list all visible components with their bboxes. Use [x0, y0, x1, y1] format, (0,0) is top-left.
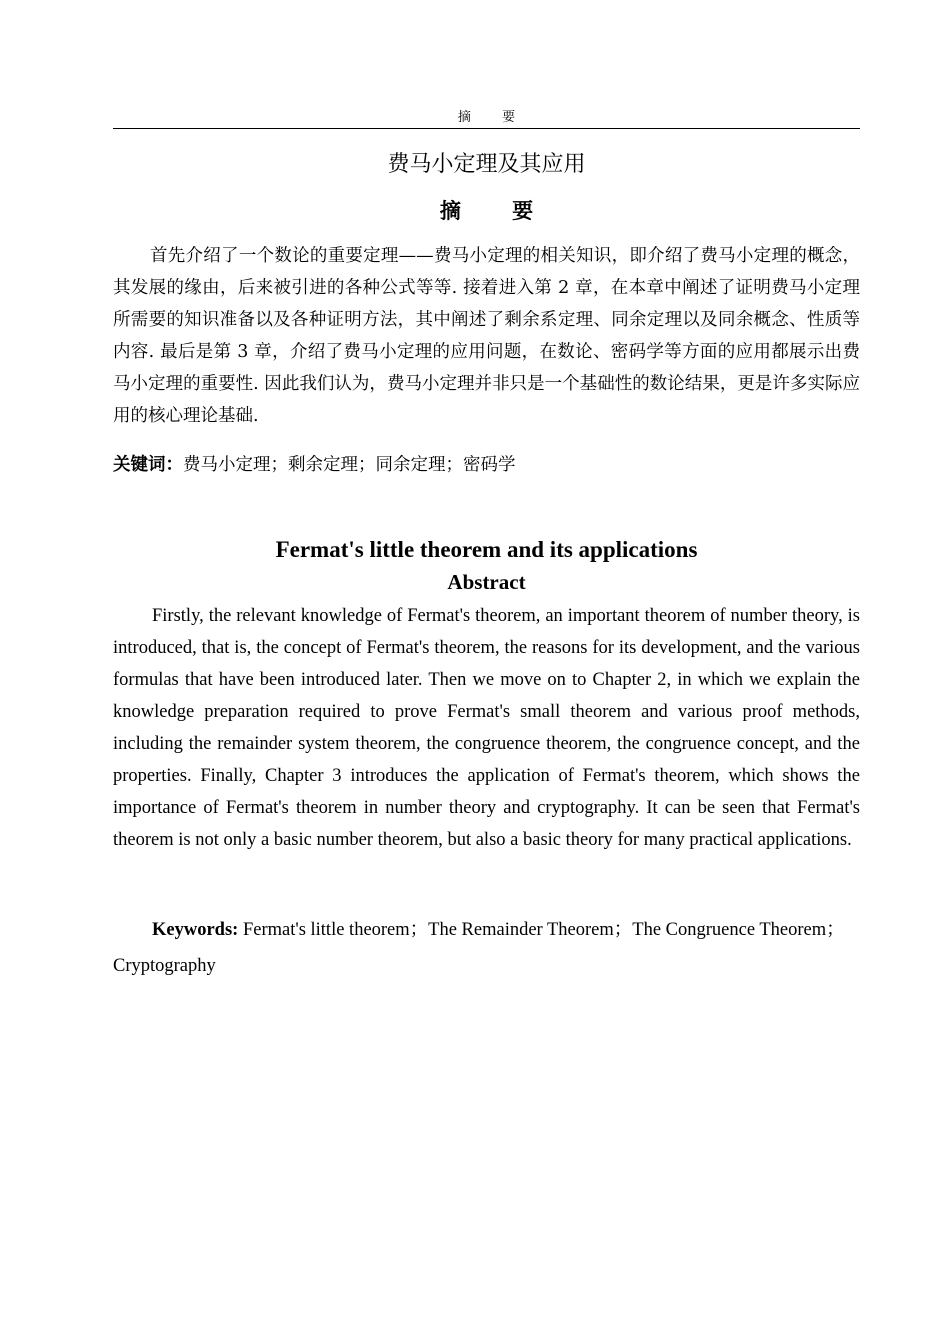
english-title: Fermat's little theorem and its applications [275, 537, 698, 562]
chinese-abstract-body: 首先介绍了一个数论的重要定理——费马小定理的相关知识，即介绍了费马小定理的概念，其发展的缘由，后来被引进的各种公式等等. 接着进入第 2 章，在本章中阐述了证明费马小定理所需要的知识准备以及各种证明方法，其中阐述了剩余系定理、同余定理以及同余概念、性质等内容. 最后是第 3 章，介绍了费马小定理的应用问题，在数论、密码学等方面的应用都展示出费马小定理的重要性. 因此我们认为，费马小定理并非只是一个基础性的数论结果，更是许多实际应用的核心理论基础. [113, 246, 860, 426]
english-abstract-body: Firstly, the relevant knowledge of Fermat's theorem, an important theorem of number theory, is introduced, that is, the concept of Fermat's theorem, the reasons for its development, and the various formulas that have been introduced later. Then we move on to Chapter 2, in which we explain the knowledge preparation required to prove Fermat's small theorem and various proof methods, including the remainder system theorem, the congruence theorem, the congruence concept, and the properties. Finally, Chapter 3 introduces the application of Fermat's theorem, which shows the importance of Fermat's theorem in number theory and cryptography. It can be seen that Fermat's theorem is not only a basic number theorem, but also a basic theory for many practical applications. [113, 606, 860, 850]
header-divider [113, 128, 860, 129]
chinese-keywords-list: 费马小定理；剩余定理；同余定理；密码学 [183, 455, 516, 475]
english-keywords-label: Keywords: [152, 920, 239, 940]
chinese-keywords [113, 450, 860, 480]
chinese-abstract-heading: 摘 要 [439, 199, 556, 223]
english-abstract-heading: Abstract [447, 570, 526, 594]
english-keywords [113, 912, 860, 984]
english-keywords-list: Fermat's little theorem；The Remainder Theorem；The Congruence Theorem；Cryptography [113, 920, 845, 976]
running-header: 摘 要 [457, 109, 530, 124]
chinese-keywords-label: 关键词： [113, 455, 183, 475]
chinese-title: 费马小定理及其应用 [387, 152, 586, 177]
